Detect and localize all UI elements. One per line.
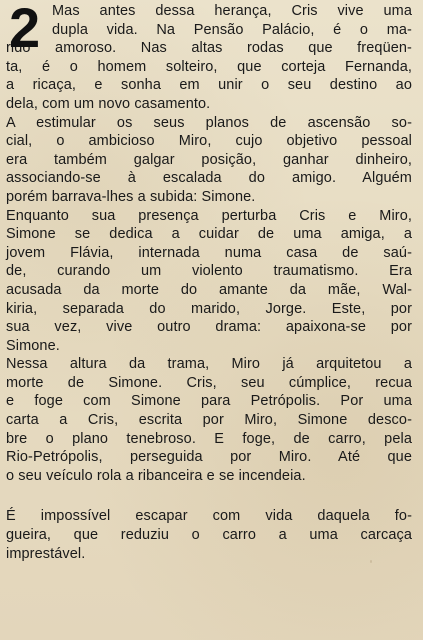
article-line: sua vez, vive outro drama: apaixona-se por	[6, 319, 412, 336]
article-body	[6, 2, 412, 563]
article-line: acusada da morte do amante da mãe, Wal-	[6, 281, 412, 298]
closing-line: imprestável.	[6, 545, 86, 562]
closing-line: É impossível escapar com vida daquela fo-	[6, 508, 412, 525]
article-line: Enquanto sua presença perturba Cris e Miro,	[6, 207, 412, 224]
article-line: ta, é o homem solteiro, que corteja Fernanda,	[6, 58, 412, 75]
article-line: rido amoroso. Nas altas rodas que freqüen-	[6, 40, 412, 57]
article-line: dupla vida. Na Pensão Palácio, é o ma-	[52, 21, 412, 38]
article-line: porém barrava-lhes a subida: Simone.	[6, 188, 256, 205]
article-line: o seu veículo rola a ribanceira e se incendeia.	[6, 467, 306, 484]
article-line: era também galgar posição, ganhar dinheiro,	[6, 151, 412, 168]
article-line: kiria, separada do marido, Jorge. Este, por	[6, 300, 412, 317]
paragraph-gap	[6, 485, 412, 507]
article-line: jovem Flávia, internada numa casa de saú-	[6, 244, 412, 261]
article-line: morte de Simone. Cris, seu cúmplice, recua	[6, 374, 412, 391]
article-line: associando-se à escalada do amigo. Alguém	[6, 170, 412, 187]
article-line: carta a Cris, escrita por Miro, Simone desco-	[6, 412, 412, 429]
article-line: Nessa altura da trama, Miro já arquitetou a	[6, 356, 412, 373]
article-line: bre o plano tenebroso. E foge, de carro, pela	[6, 430, 412, 447]
drop-cap: 2	[9, 0, 41, 59]
closing-line: gueira, que reduziu o carro a uma carcaça	[6, 527, 412, 544]
article-line: cial, o ambicioso Miro, cujo objetivo pessoal	[6, 133, 412, 150]
article-line: a ricaça, e sonha em unir o seu destino ao	[6, 77, 412, 94]
article-line: Mas antes dessa herança, Cris vive uma	[52, 3, 412, 19]
article-line: Simone se dedica a cuidar de uma amiga, a	[6, 226, 412, 243]
article-line: e foge com Simone para Petrópolis. Por uma	[6, 393, 412, 410]
article-line: Rio-Petrópolis, perseguida por Miro. Até que	[6, 449, 412, 466]
article-line: Simone.	[6, 337, 60, 354]
article-line: de, curando um violento traumatismo. Era	[6, 263, 412, 280]
article-line: A estimular os seus planos de ascensão so-	[6, 114, 412, 131]
article-line: dela, com um novo casamento.	[6, 95, 211, 112]
